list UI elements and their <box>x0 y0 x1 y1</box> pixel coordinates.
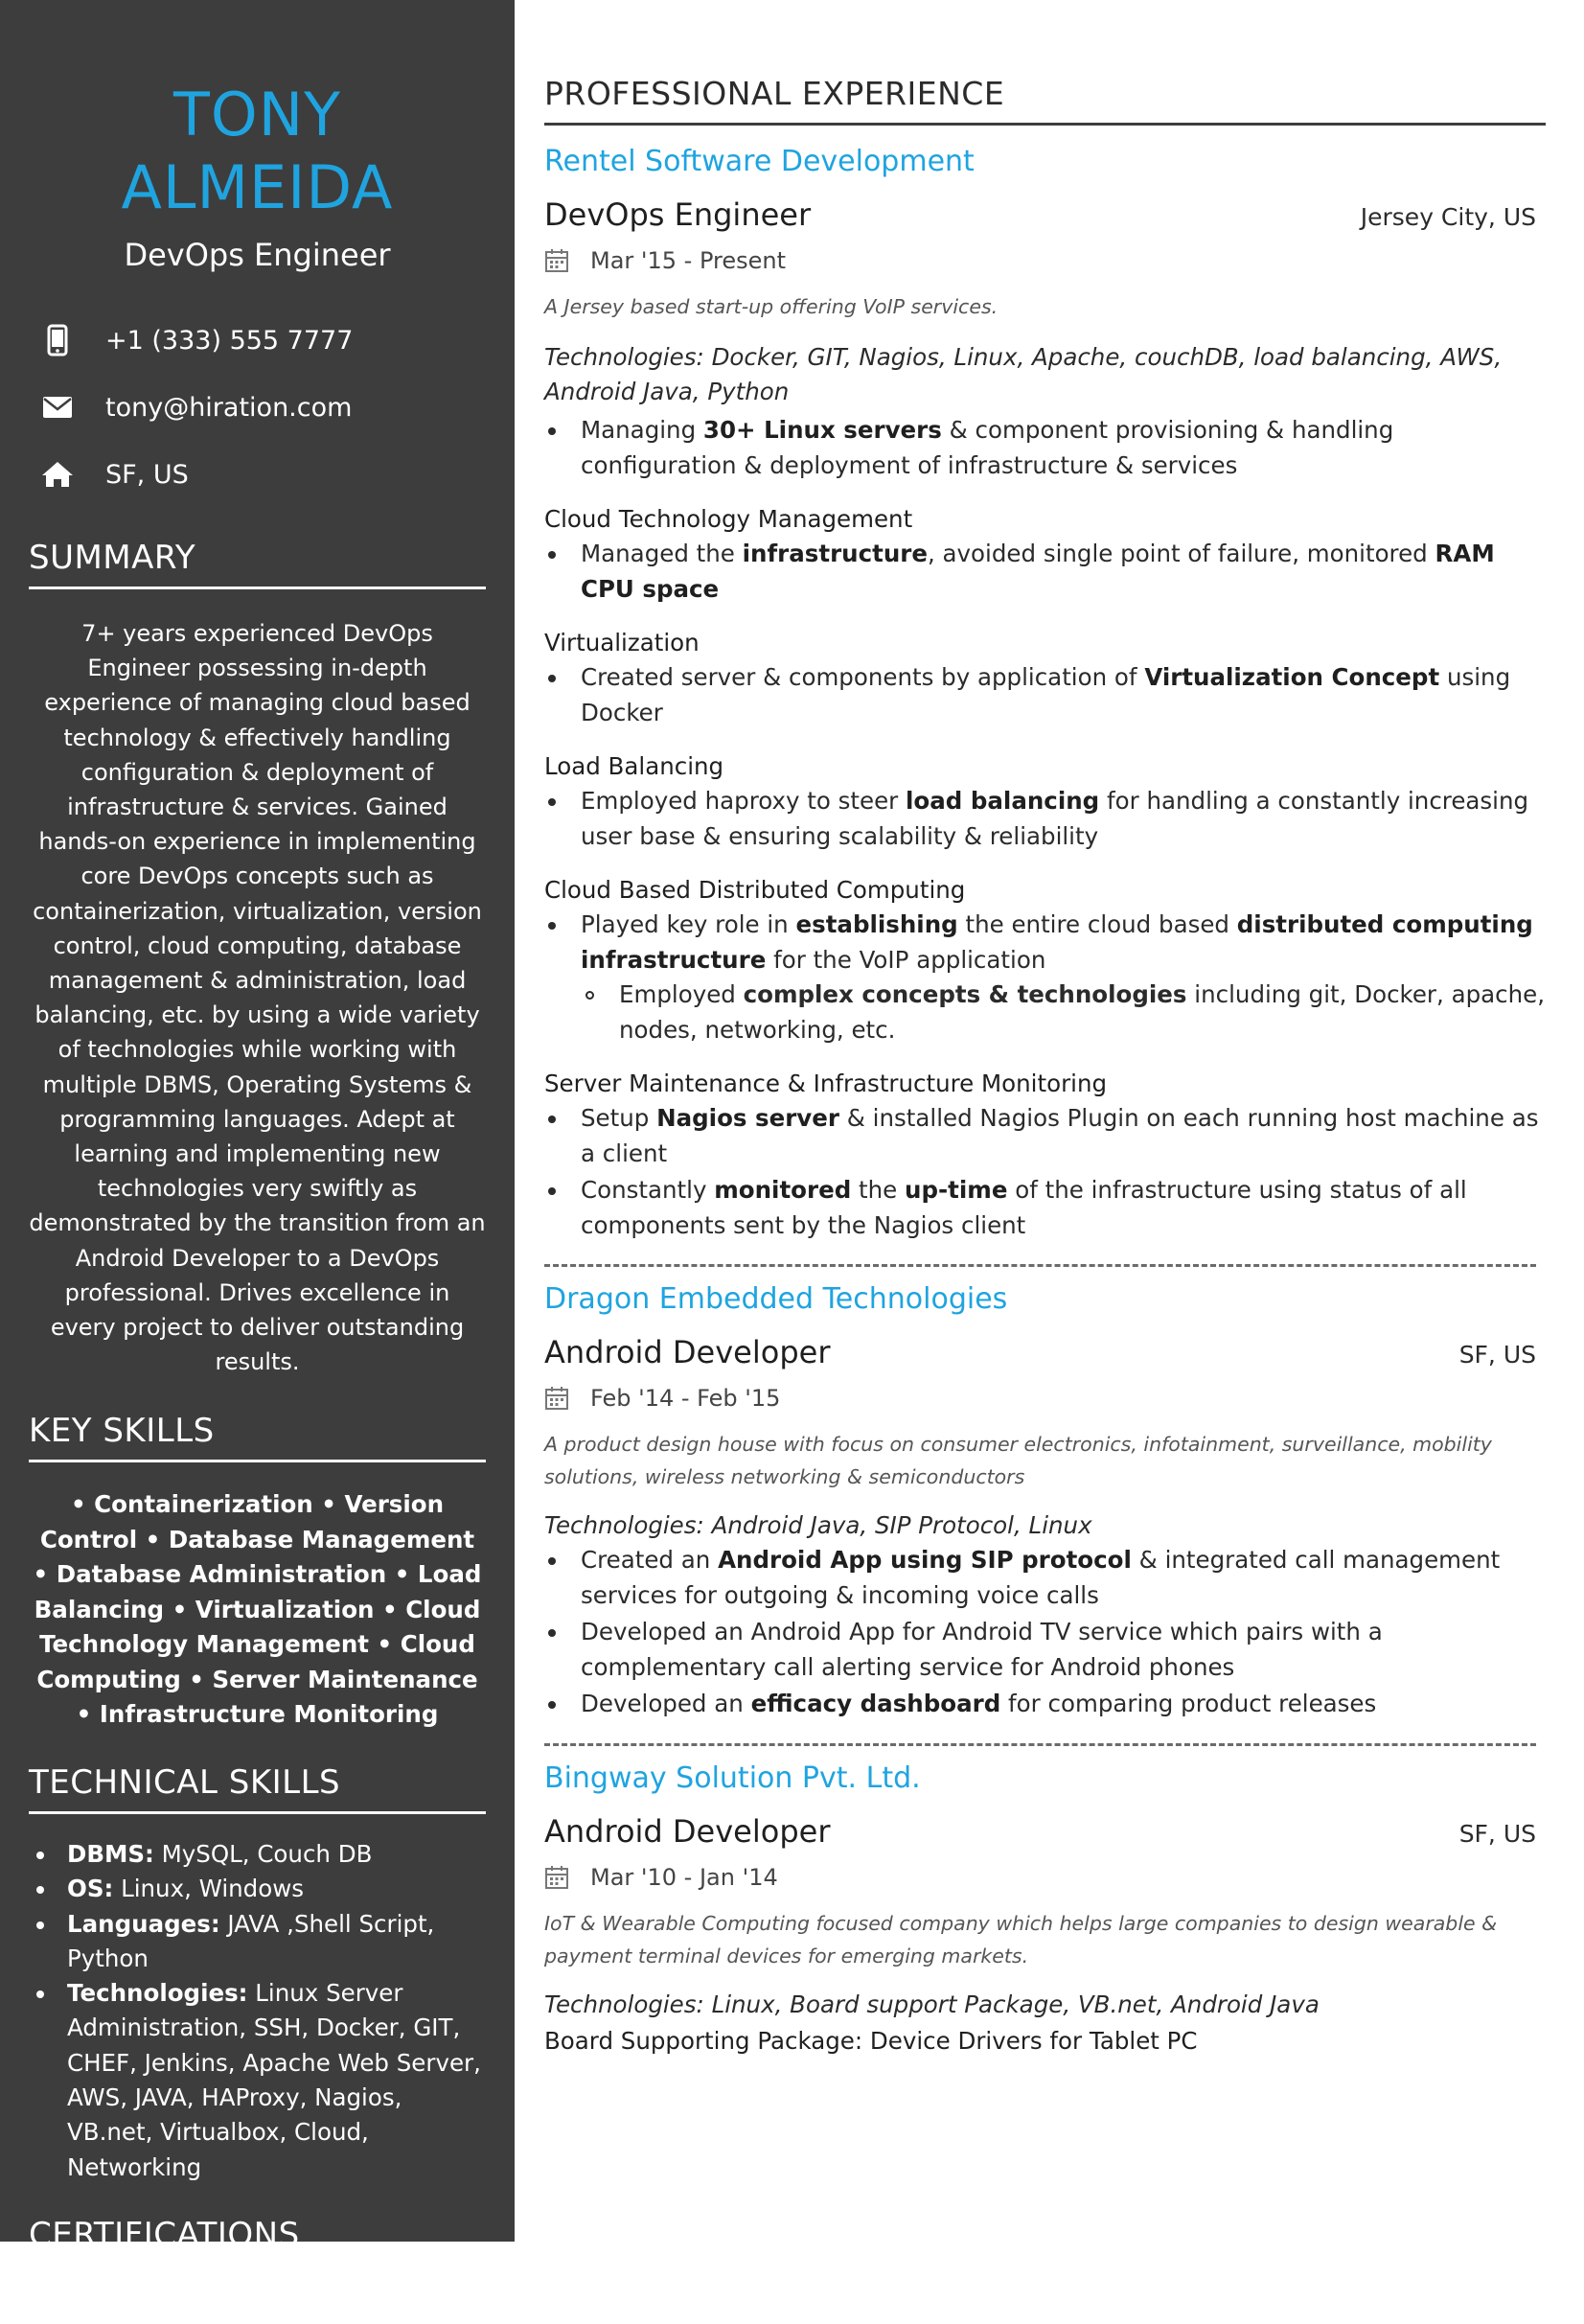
technical-skills-heading: TECHNICAL SKILLS <box>29 1761 486 1814</box>
candidate-role: DevOps Engineer <box>124 237 391 273</box>
job-entry-3 <box>544 1760 1546 2059</box>
list-item: Constantly monitored the up-time of the infrastructure using status of all components sent by the Nagios client <box>544 1173 1546 1243</box>
subsection-title: Virtualization <box>544 629 700 656</box>
list-item: Developed an efficacy dashboard for comparing product releases <box>544 1687 1546 1722</box>
job-entry-1 <box>544 143 1546 1243</box>
company-description: A Jersey based start-up offering VoIP services. <box>544 295 999 318</box>
section-divider <box>544 1743 1536 1746</box>
subsection-title: Server Maintenance & Infrastructure Monitoring <box>544 1070 1108 1097</box>
job-title: Android Developer <box>544 1812 831 1850</box>
subsection-title: Cloud Based Distributed Computing <box>544 876 966 904</box>
job-entry-2 <box>544 1280 1546 1722</box>
mobile-phone-icon <box>38 321 77 359</box>
summary-heading: SUMMARY <box>29 537 486 589</box>
list-item: Employed complex concepts & technologies including git, Docker, apache, nodes, networking, etc. <box>544 978 1546 1047</box>
technologies-line: Technologies: Docker, GIT, Nagios, Linux, Apache, couchDB, load balancing, AWS, Android Java, Python <box>544 343 1503 405</box>
contact-email <box>29 374 486 441</box>
phone-number: +1 (333) 555 7777 <box>105 325 354 356</box>
key-skills-text: • Containerization • Version Control • Database Management • Database Administration • Load Balancing • Virtualization • Cloud Technology Management • Cloud Computing • Server Maintenance • Infrastructure Monitoring <box>33 1490 482 1729</box>
location-text: SF, US <box>105 459 189 490</box>
job-location: Jersey City, US <box>1360 203 1536 231</box>
list-item: Played key role in establishing the entire cloud based distributed computing infrastructure for the VoIP application <box>544 908 1546 978</box>
list-item: Created server & components by application of Virtualization Concept using Docker <box>544 660 1546 730</box>
certifications-heading: CERTIFICATIONS <box>29 2214 486 2266</box>
list-item: Employed haproxy to steer load balancing for handling a constantly increasing user base & ensuring scalability & reliability <box>544 784 1546 854</box>
sidebar <box>0 0 515 2320</box>
subsection-title: Load Balancing <box>544 752 724 780</box>
company-description: IoT & Wearable Computing focused company which helps large companies to design wearable & payment terminal devices for emerging markets. <box>544 1911 1498 1967</box>
envelope-icon <box>38 388 77 426</box>
job-title: Android Developer <box>544 1334 831 1370</box>
calendar-icon <box>544 1865 569 1890</box>
candidate-name: TONY ALMEIDA <box>121 80 394 222</box>
job-location: SF, US <box>1458 1341 1536 1369</box>
job-dates: Mar '10 - Jan '14 <box>590 1863 778 1891</box>
key-skills-heading: KEY SKILLS <box>29 1410 486 1462</box>
contact-phone <box>29 307 486 374</box>
list-item: Technologies: Linux Server Administration, SSH, Docker, GIT, CHEF, Jenkins, Apache Web Server, AWS, JAVA, HAProxy, Nagios, VB.net, Virtualbox, Cloud, Networking <box>29 1976 486 2185</box>
calendar-icon <box>544 248 569 273</box>
job-title: DevOps Engineer <box>544 196 812 233</box>
job-location: SF, US <box>1458 1819 1536 1848</box>
list-item: Languages: JAVA ,Shell Script, Python <box>29 1907 486 1977</box>
list-item: Created an Android App using SIP protocol & integrated call management services for outgoing & incoming voice calls <box>544 1543 1546 1613</box>
list-item: Setup Nagios server & installed Nagios Plugin on each running host machine as a client <box>544 1101 1546 1171</box>
subsection-title: Cloud Technology Management <box>544 505 913 533</box>
section-divider <box>544 1264 1536 1267</box>
experience-heading: PROFESSIONAL EXPERIENCE <box>544 73 1546 126</box>
board-support-line: Board Supporting Package: Device Drivers for Tablet PC <box>544 2026 1198 2055</box>
technologies-line: Technologies: Android Java, SIP Protocol, Linux <box>544 1511 1092 1539</box>
technical-skills-list <box>29 1837 486 2185</box>
contact-location <box>29 441 486 508</box>
list-item: Managing 30+ Linux servers & component provisioning & handling configuration & deployment of infrastructure & services <box>544 413 1546 483</box>
list-item: Developed an Android App for Android TV service which pairs with a complementary call alerting service for Android phones <box>544 1615 1546 1685</box>
job-dates: Feb '14 - Feb '15 <box>590 1385 781 1412</box>
company-name: Rentel Software Development <box>544 145 975 178</box>
main-content <box>544 0 1546 2059</box>
list-item: DBMS: MySQL, Couch DB <box>29 1837 486 1872</box>
job-dates: Mar '15 - Present <box>590 247 787 274</box>
email-address: tony@hiration.com <box>105 392 353 423</box>
summary-text: 7+ years experienced DevOps Engineer possessing in-depth experience of managing cloud based technology & effectively handling configuration & deployment of infrastructure & services. Gained hands-on experience in implementing core DevOps concepts such as containerization, virtualization, version control, cloud computing, database management & administration, load balancing, etc. by using a wide variety of technologies while working with multiple DBMS, Operating Systems & programming languages. Adept at learning and implementing new technologies very swiftly as demonstrated by the transition from an Android Developer to a DevOps professional. Drives excellence in every project to deliver outstanding results. <box>29 620 486 1376</box>
company-name: Dragon Embedded Technologies <box>544 1282 1008 1316</box>
home-icon <box>38 455 77 494</box>
technologies-line: Technologies: Linux, Board support Package, VB.net, Android Java <box>544 1990 1320 2018</box>
company-name: Bingway Solution Pvt. Ltd. <box>544 1760 921 1795</box>
list-item: AWS Solution Architect | '17 <box>29 2289 486 2324</box>
calendar-icon <box>544 1386 569 1411</box>
company-description: A product design house with focus on consumer electronics, infotainment, surveillance, mobility solutions, wireless networking & semiconductors <box>544 1433 1492 1488</box>
list-item: Managed the infrastructure, avoided single point of failure, monitored RAM CPU space <box>544 537 1546 607</box>
list-item: OS: Linux, Windows <box>29 1872 486 1906</box>
contact-list <box>29 307 486 508</box>
certifications-list <box>29 2289 486 2324</box>
